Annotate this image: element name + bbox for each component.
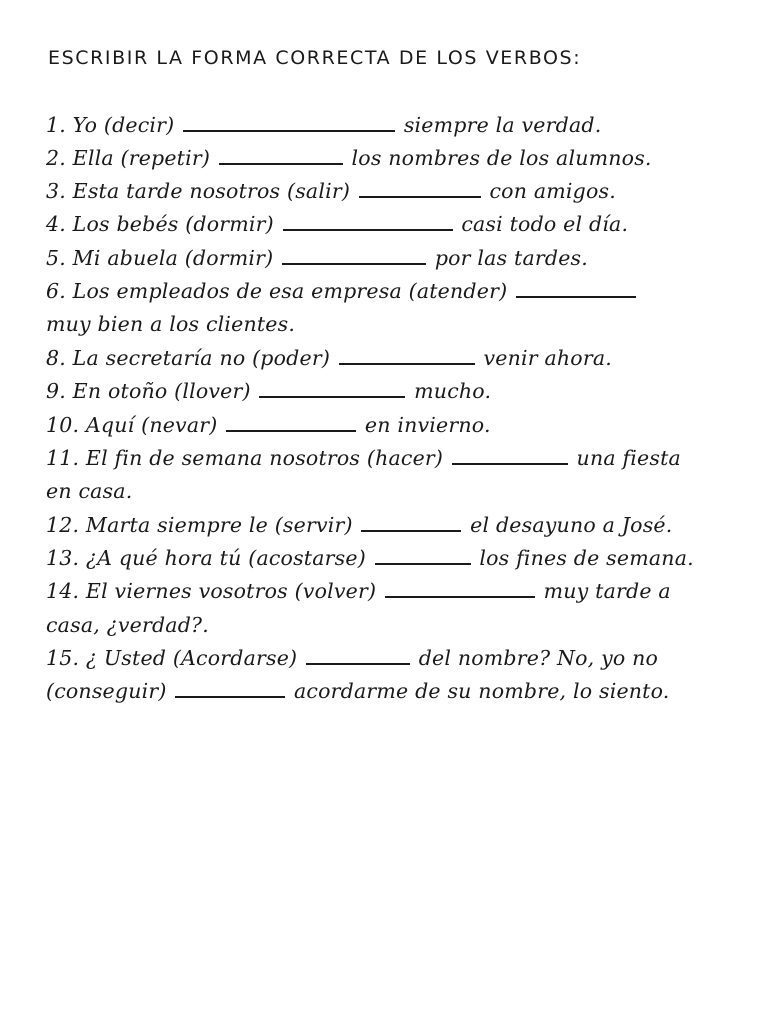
exercise-text: por las tardes.: [434, 246, 588, 270]
exercise-line-15-continued: [46, 676, 670, 706]
exercise-text: 8. La secretaría no (poder): [46, 346, 331, 370]
exercise-text: 2. Ella (repetir): [46, 146, 211, 170]
exercise-text: 5. Mi abuela (dormir): [46, 246, 274, 270]
exercise-text: siempre la verdad.: [403, 113, 602, 137]
exercise-text: muy tarde a: [543, 579, 671, 603]
exercise-text: casi todo el día.: [461, 212, 629, 236]
exercise-text: los fines de semana.: [479, 546, 694, 570]
exercise-text: una fiesta: [576, 446, 681, 470]
exercise-text: casa, ¿verdad?.: [46, 613, 209, 637]
answer-blank[interactable]: [306, 645, 410, 665]
exercise-text: muy bien a los clientes.: [46, 312, 296, 336]
exercise-line-12: [46, 510, 672, 540]
answer-blank[interactable]: [516, 278, 636, 298]
exercise-text: 1. Yo (decir): [46, 113, 175, 137]
exercise-text: los nombres de los alumnos.: [351, 146, 652, 170]
exercise-text: del nombre? No, yo no: [418, 646, 659, 670]
exercise-line-9: [46, 376, 491, 406]
exercise-text: en casa.: [46, 479, 133, 503]
exercise-text: 6. Los empleados de esa empresa (atender): [46, 279, 508, 303]
exercise-text: 4. Los bebés (dormir): [46, 212, 274, 236]
exercise-text: 11. El fin de semana nosotros (hacer): [46, 446, 444, 470]
exercise-text: en invierno.: [364, 413, 491, 437]
answer-blank[interactable]: [175, 678, 285, 698]
exercise-line-1: [46, 110, 601, 140]
answer-blank[interactable]: [226, 412, 356, 432]
exercise-text: con amigos.: [489, 179, 616, 203]
exercise-line-15: [46, 643, 658, 673]
exercise-line-2: [46, 143, 652, 173]
exercise-text: acordarme de su nombre, lo siento.: [294, 679, 670, 703]
exercise-text: 14. El viernes vosotros (volver): [46, 579, 377, 603]
exercise-line-11-continued: [46, 476, 132, 506]
answer-blank[interactable]: [283, 211, 453, 231]
exercise-line-6: [46, 276, 638, 306]
exercise-line-3: [46, 176, 616, 206]
exercise-text: 12. Marta siempre le (servir): [46, 513, 353, 537]
exercise-text: 3. Esta tarde nosotros (salir): [46, 179, 351, 203]
exercise-line-11: [46, 443, 681, 473]
exercise-text: venir ahora.: [483, 346, 612, 370]
exercise-text: mucho.: [414, 379, 492, 403]
exercise-text: 15. ¿ Usted (Acordarse): [46, 646, 298, 670]
answer-blank[interactable]: [339, 345, 475, 365]
answer-blank[interactable]: [259, 378, 405, 398]
exercise-text: 13. ¿A qué hora tú (acostarse): [46, 546, 366, 570]
answer-blank[interactable]: [385, 578, 535, 598]
exercise-text: 9. En otoño (llover): [46, 379, 251, 403]
answer-blank[interactable]: [452, 445, 568, 465]
exercise-line-4: [46, 209, 628, 239]
exercise-line-8: [46, 343, 612, 373]
exercise-line-5: [46, 243, 588, 273]
worksheet-title: ESCRIBIR LA FORMA CORRECTA DE LOS VERBOS:: [48, 47, 582, 69]
answer-blank[interactable]: [282, 245, 426, 265]
answer-blank[interactable]: [359, 178, 481, 198]
exercise-line-10: [46, 410, 491, 440]
exercise-text: 10. Aquí (nevar): [46, 413, 218, 437]
exercise-line-13: [46, 543, 694, 573]
answer-blank[interactable]: [361, 512, 461, 532]
exercise-line-6-continued: [46, 309, 295, 339]
answer-blank[interactable]: [375, 545, 471, 565]
exercise-line-14-continued: [46, 610, 209, 640]
exercise-line-14: [46, 576, 671, 606]
exercise-text: el desayuno a José.: [470, 513, 673, 537]
answer-blank[interactable]: [183, 112, 395, 132]
exercise-text: (conseguir): [46, 679, 167, 703]
answer-blank[interactable]: [219, 145, 343, 165]
